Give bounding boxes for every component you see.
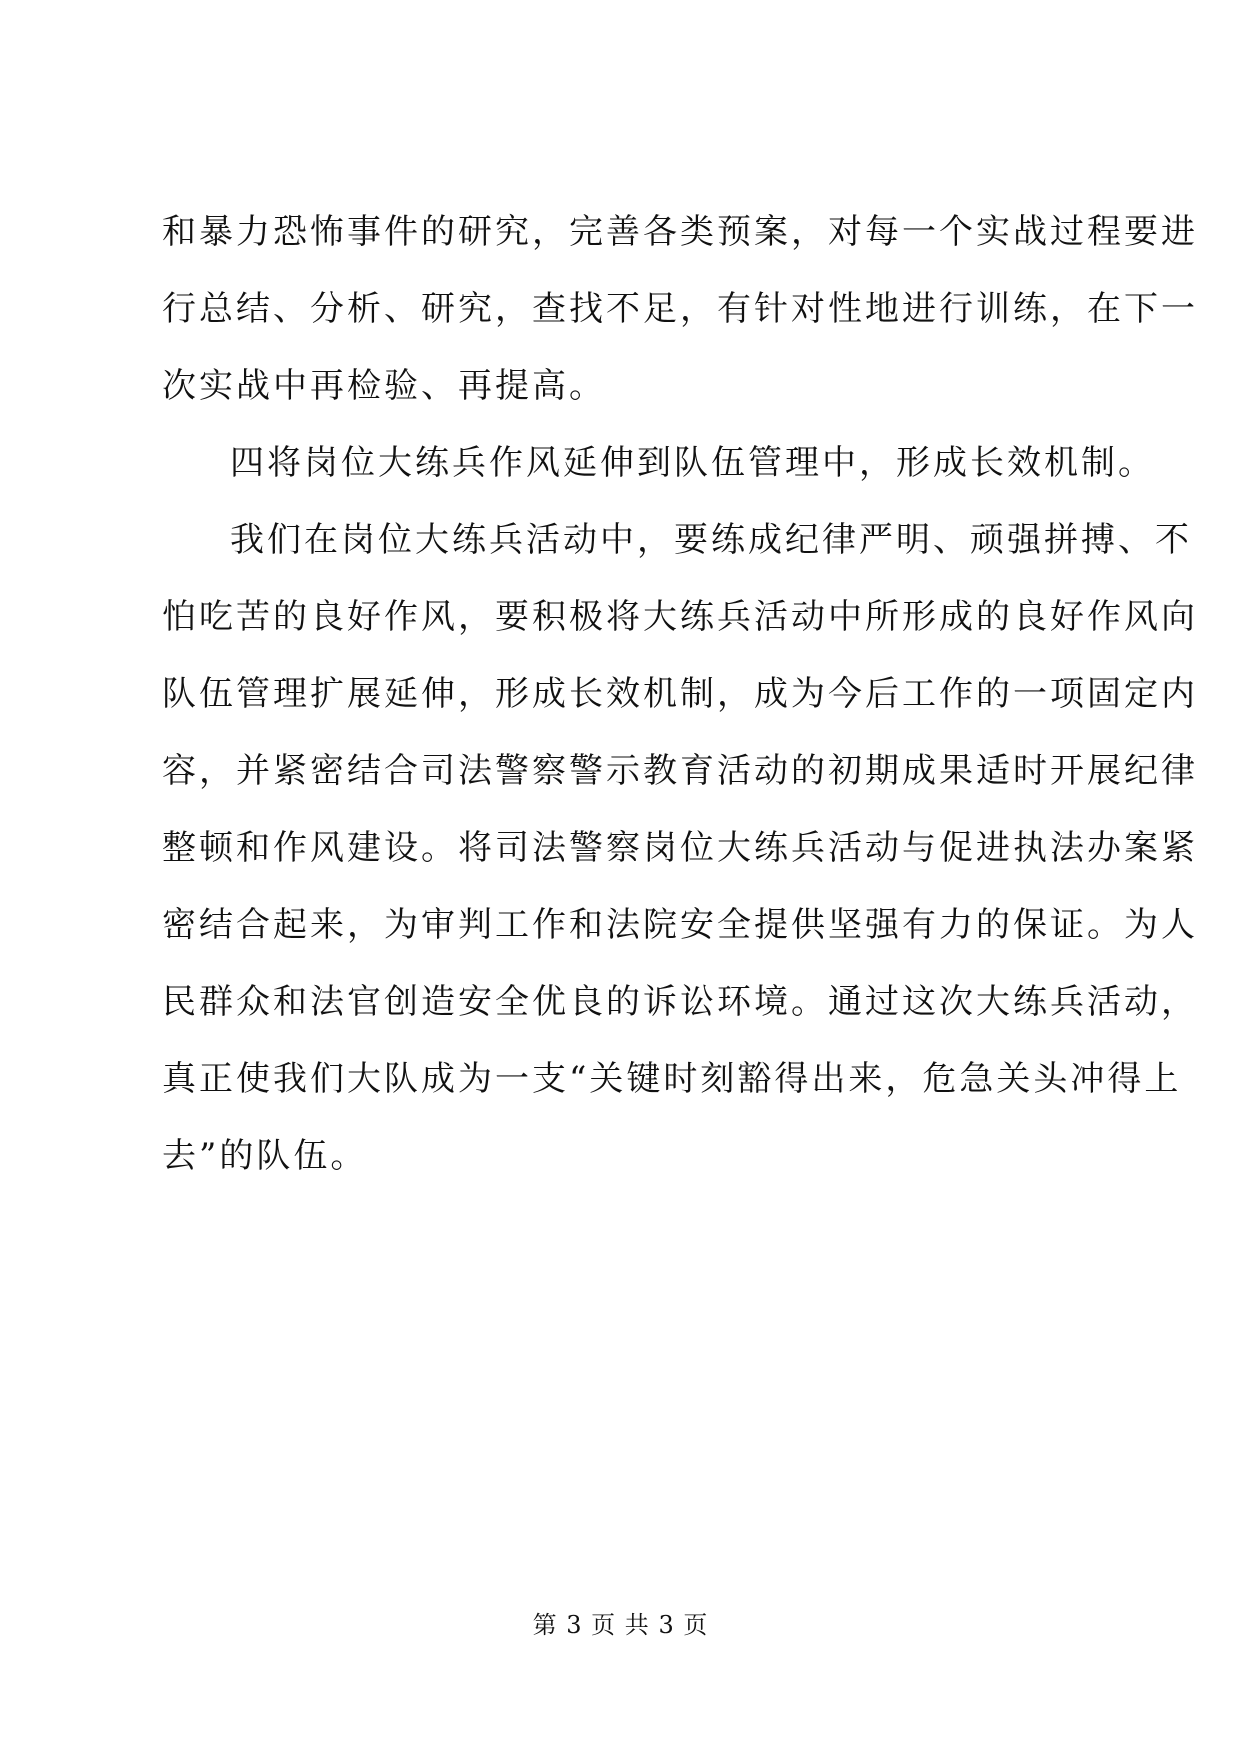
section-heading: 四将岗位大练兵作风延伸到队伍管理中，形成长效机制。 [230,443,1155,483]
paragraph-line: 去”的队伍。 [162,1136,368,1176]
paragraph-line: 真正使我们大队成为一支“关键时刻豁得出来，危急关头冲得上 [162,1059,1182,1099]
paragraph-line: 整顿和作风建设。将司法警察岗位大练兵活动与促进执法办案紧 [162,828,1198,868]
paragraph-line: 密结合起来，为审判工作和法院安全提供坚强有力的保证。为人 [162,905,1198,945]
paragraph-line: 和暴力恐怖事件的研究，完善各类预案，对每一个实战过程要进 [162,212,1198,252]
paragraph-line: 行总结、分析、研究，查找不足，有针对性地进行训练，在下一 [162,289,1198,329]
paragraph-line: 队伍管理扩展延伸，形成长效机制，成为今后工作的一项固定内 [162,674,1198,714]
paragraph-line: 次实战中再检验、再提高。 [162,366,606,406]
paragraph-line: 民群众和法官创造安全优良的诉讼环境。通过这次大练兵活动， [162,982,1198,1022]
paragraph-line: 我们在岗位大练兵活动中，要练成纪律严明、顽强拼搏、不 [230,520,1192,560]
page-number-footer: 第 3 页 共 3 页 [532,1611,709,1639]
paragraph-line: 容，并紧密结合司法警察警示教育活动的初期成果适时开展纪律 [162,751,1198,791]
paragraph-line: 怕吃苦的良好作风，要积极将大练兵活动中所形成的良好作风向 [162,597,1198,637]
